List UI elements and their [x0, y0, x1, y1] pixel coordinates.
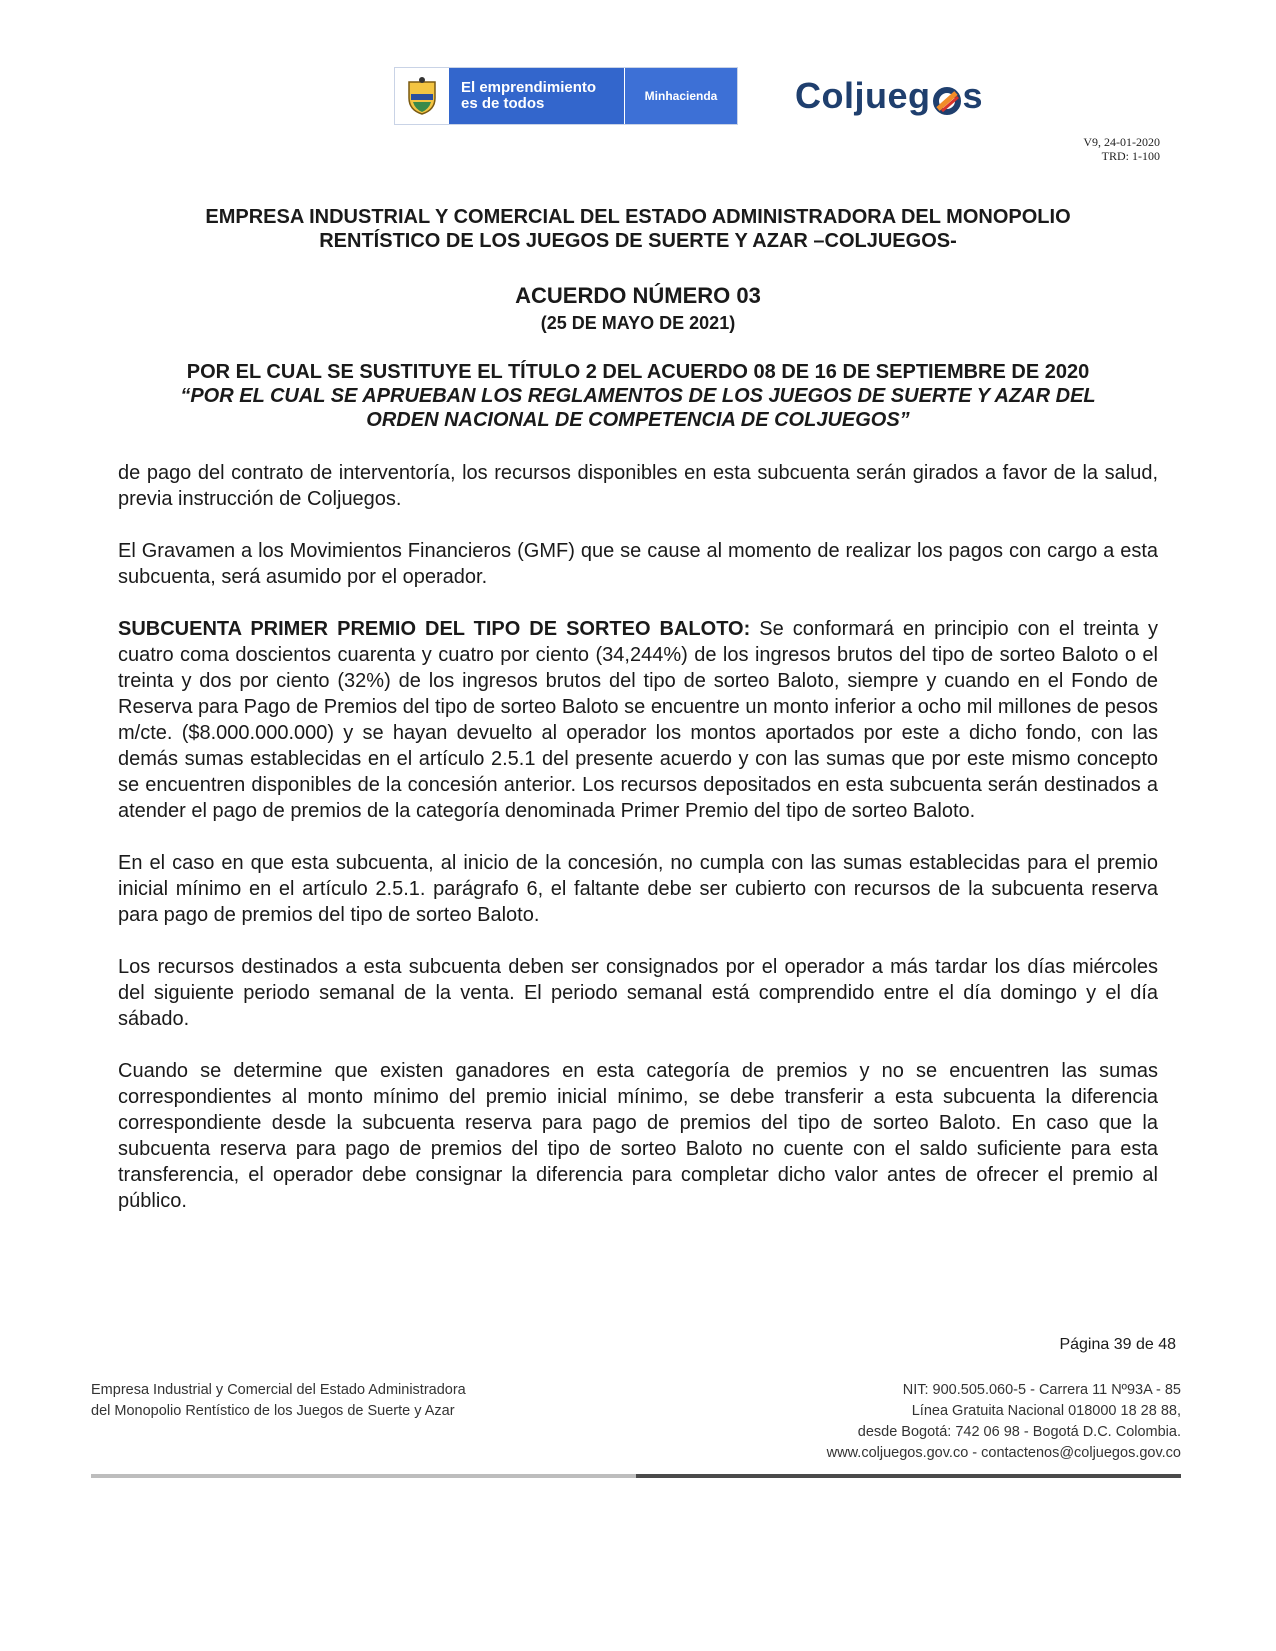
paragraph: Cuando se determine que existen ganadores en esta categoría de premios y no se encuentren las sumas correspondientes al monto mínimo del premio inicial mínimo, se debe transferir a esta subcuenta la diferencia correspondiente desde la subcuenta reserva para pago de premios del tipo de sorteo Baloto. En caso que la subcuenta reserva para pago de premios del tipo de sorteo Baloto no cuente con el saldo suficiente para esta transferencia, el operador debe consignar la diferencia para completar dicho valor antes de ofrecer el premio al público.: [118, 1060, 1158, 1212]
gov-logo-text: [449, 68, 624, 124]
subject-line3: ORDEN NACIONAL DE COMPETENCIA DE COLJUEGOS”: [366, 409, 910, 431]
gov-logo-line1: El emprendimiento: [461, 79, 597, 96]
footer-phone-bogota: desde Bogotá: 742 06 98 - Bogotá D.C. Colombia.: [857, 1424, 1181, 1440]
paragraph-text: Se conformará en principio con el treinta y cuatro coma doscientos cuarenta y cuatro por ciento (34,244%) de los ingresos brutos del tipo de sorteo Baloto o el treinta y dos por ciento (32%) de los ingresos brutos del tipo de sorteo Baloto, siempre y cuando en el Fondo de Reserva para Pago de Premios del tipo de sorteo Baloto se encuentre un monto inferior a ocho mil millones de pesos m/cte. ($8.000.000.000) y se hayan devuelto al operador los montos aportados por este a dicho fondo, con las demás sumas establecidas en el artículo 2.5.1 del presente acuerdo y con las sumas que por este mismo concepto se encuentren disponibles de la concesión anterior. Los recursos depositados en esta subcuenta serán destinados a atender el pago de premios de la categoría denominada Primer Premio del tipo de sorteo Baloto.: [118, 618, 1159, 822]
paragraph: de pago del contrato de interventoría, los recursos disponibles en esta subcuenta serán girados a favor de la salud, previa instrucción de Coljuegos.: [118, 462, 1158, 510]
document-version: [1083, 135, 1160, 163]
coljuegos-logo: [795, 76, 983, 116]
subject-line2: “POR EL CUAL SE APRUEBAN LOS REGLAMENTOS DE LOS JUEGOS DE SUERTE Y AZAR DEL: [180, 385, 1096, 407]
institution-line1: EMPRESA INDUSTRIAL Y COMERCIAL DEL ESTADO ADMINISTRADORA DEL MONOPOLIO: [205, 206, 1071, 228]
footer-divider-dark: [636, 1474, 1181, 1478]
paragraph: [118, 616, 1158, 824]
institution-title: [110, 205, 1166, 253]
ministry-label: Minhacienda: [624, 68, 737, 124]
brand-logo-suffix: s: [962, 75, 984, 116]
footer-phone-national: Línea Gratuita Nacional 018000 18 28 88,: [911, 1403, 1181, 1419]
footer-left-line1: Empresa Industrial y Comercial del Estado Administradora: [91, 1382, 466, 1398]
agreement-date: (25 DE MAYO DE 2021): [540, 313, 736, 333]
footer-contact: [827, 1380, 1181, 1464]
page-number: Página 39 de 48: [1059, 1336, 1176, 1353]
paragraph: Los recursos destinados a esta subcuenta deben ser consignados por el operador a más tardar los días miércoles del siguiente periodo semanal de la venta. El periodo semanal está comprendido entre el día domingo y el día sábado.: [118, 956, 1158, 1030]
agreement-number: ACUERDO NÚMERO 03: [515, 283, 761, 308]
footer-divider-light: [91, 1474, 636, 1478]
paragraph: En el caso en que esta subcuenta, al inicio de la concesión, no cumpla con las sumas establecidas para el premio inicial mínimo en el artículo 2.5.1. parágrafo 6, el faltante debe ser cubierto con recursos de la subcuenta reserva para pago de premios del tipo de sorteo Baloto.: [118, 852, 1158, 926]
footer-web-email: www.coljuegos.gov.co - contactenos@coljuegos.gov.co: [826, 1445, 1181, 1461]
brand-mark-icon: [932, 82, 962, 110]
footer-divider: [91, 1474, 1181, 1478]
trd-text: TRD: 1-100: [1101, 149, 1160, 163]
paragraph: El Gravamen a los Movimientos Financieros (GMF) que se cause al momento de realizar los pagos con cargo a esta subcuenta, será asumido por el operador.: [118, 540, 1158, 588]
gov-logo-line2: es de todos: [461, 95, 545, 112]
version-text: V9, 24-01-2020: [1083, 135, 1160, 149]
agreement-subject: [110, 360, 1166, 432]
footer-nit: NIT: 900.505.060-5 - Carrera 11 Nº93A - 85: [902, 1382, 1181, 1398]
paragraph-heading: SUBCUENTA PRIMER PREMIO DEL TIPO DE SORTEO BALOTO:: [118, 618, 751, 640]
government-logo: [394, 67, 738, 125]
document-body: [118, 460, 1158, 1240]
subject-line1: POR EL CUAL SE SUSTITUYE EL TÍTULO 2 DEL ACUERDO 08 DE 16 DE SEPTIEMBRE DE 2020: [186, 361, 1090, 383]
footer-left-line2: del Monopolio Rentístico de los Juegos de Suerte y Azar: [91, 1403, 455, 1419]
footer-company: [91, 1380, 466, 1422]
institution-line2: RENTÍSTICO DE LOS JUEGOS DE SUERTE Y AZAR –COLJUEGOS-: [319, 230, 957, 252]
brand-logo-prefix: Coljueg: [795, 75, 931, 116]
coat-of-arms-icon: [395, 68, 449, 124]
